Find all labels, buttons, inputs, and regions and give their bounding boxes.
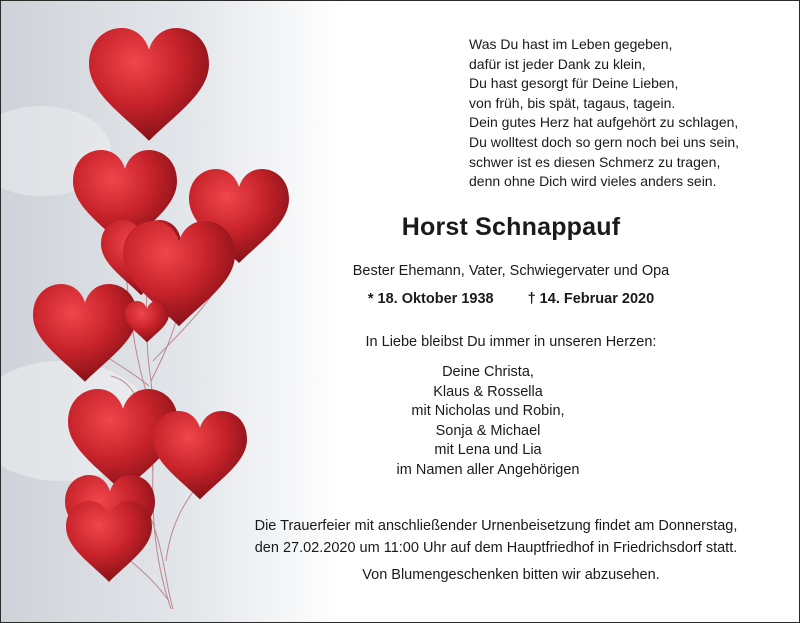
dedication-line: In Liebe bleibst Du immer in unseren Herzen: bbox=[365, 334, 657, 350]
mourner-line: mit Lena und Lia bbox=[434, 442, 542, 459]
life-dates bbox=[238, 291, 784, 307]
poem-line: Dein gutes Herz hat aufgehört zu schlagen, bbox=[469, 114, 739, 131]
funeral-details bbox=[196, 516, 796, 559]
birth-date: * 18. Oktober 1938 bbox=[367, 291, 494, 307]
poem-line: Du wolltest doch so gern noch bei uns sein, bbox=[469, 133, 740, 150]
death-date: † 14. Februar 2020 bbox=[527, 291, 655, 307]
memorial-poem bbox=[469, 35, 789, 192]
poem-line: Du hast gesorgt für Deine Lieben, bbox=[469, 75, 679, 92]
funeral-line: den 27.02.2020 um 11:00 Uhr auf dem Hauptfriedhof in Friedrichsdorf statt. bbox=[254, 539, 738, 556]
mourner-line: mit Nicholas und Robin, bbox=[411, 403, 565, 420]
mourners-list bbox=[288, 363, 688, 481]
poem-line: Was Du hast im Leben gegeben, bbox=[469, 36, 673, 52]
deceased-role: Bester Ehemann, Vater, Schwiegervater und Opa bbox=[352, 263, 670, 279]
deceased-name: Horst Schnappauf bbox=[401, 213, 621, 241]
funeral-line: Die Trauerfeier mit anschließender Urnenbeisetzung findet am Donnerstag, bbox=[254, 518, 738, 534]
poem-line: dafür ist jeder Dank zu klein, bbox=[469, 55, 646, 72]
mourner-line: Deine Christa, bbox=[442, 364, 534, 380]
mourner-line: im Namen aller Angehörigen bbox=[396, 461, 580, 478]
poem-line: schwer ist es diesen Schmerz zu tragen, bbox=[469, 153, 721, 170]
poem-line: von früh, bis spät, tagaus, tagein. bbox=[469, 94, 676, 111]
mourner-line: Klaus & Rossella bbox=[433, 383, 543, 400]
flowers-note: Von Blumengeschenken bitten wir abzusehen. bbox=[362, 567, 660, 583]
poem-line: denn ohne Dich wird vieles anders sein. bbox=[469, 173, 717, 190]
mourner-line: Sonja & Michael bbox=[435, 422, 541, 439]
